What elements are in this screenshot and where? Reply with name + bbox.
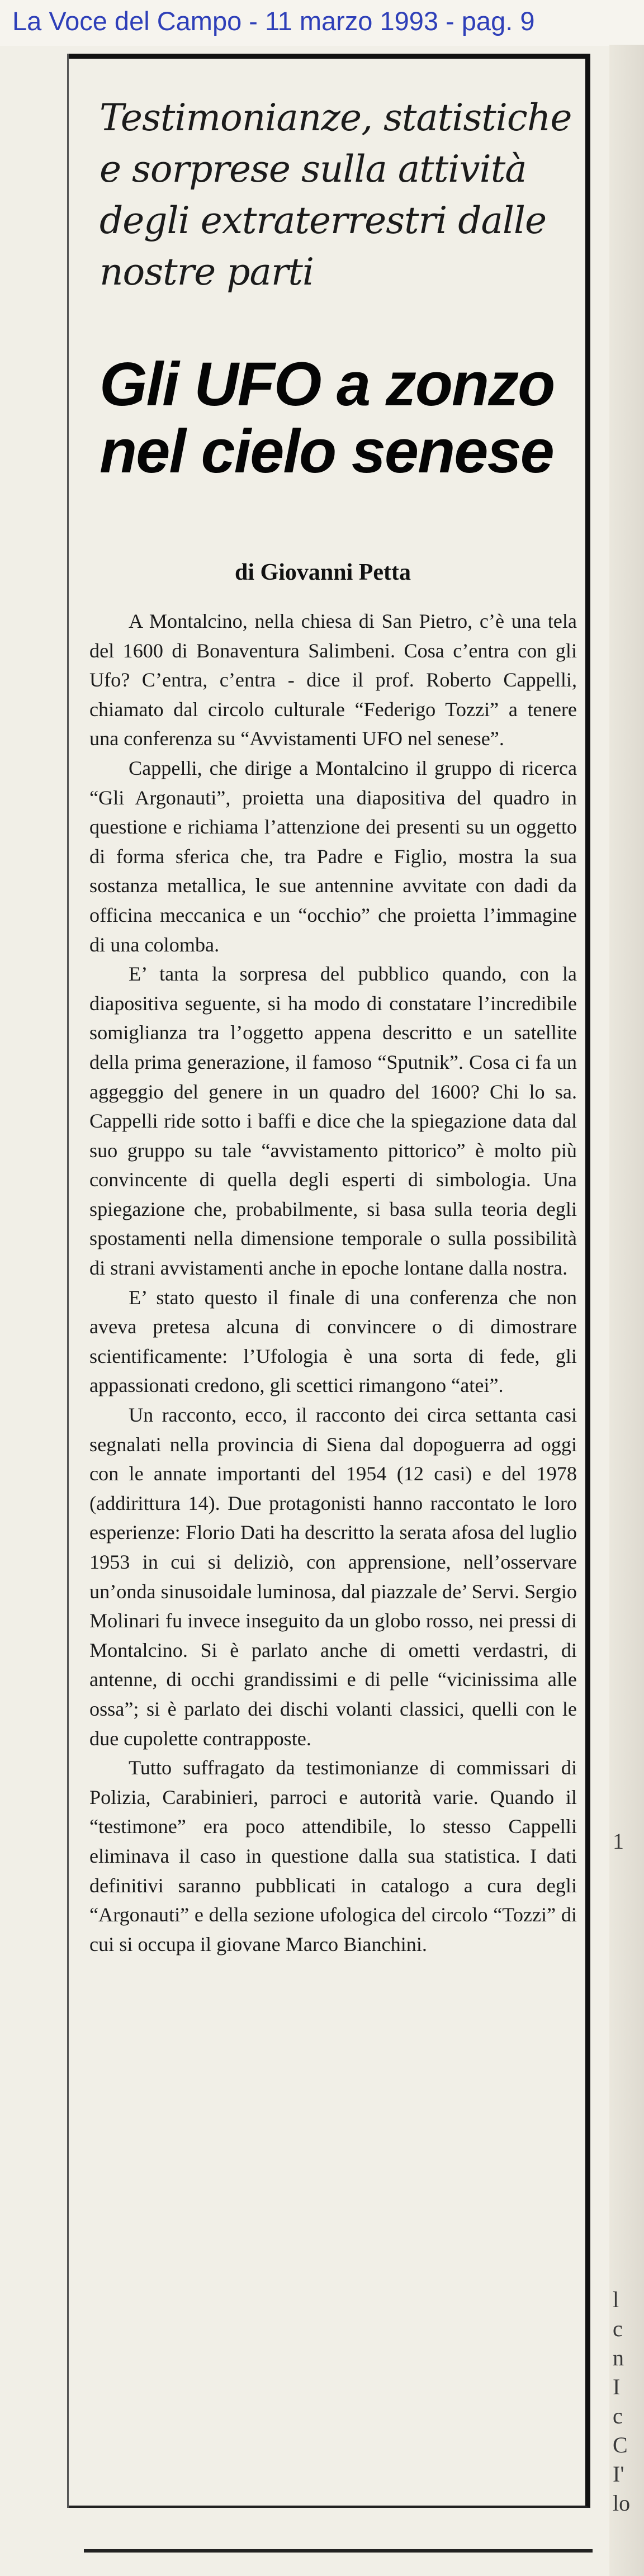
article-body xyxy=(89,607,577,1959)
article-paragraph: Cappelli, che dirige a Montalcino il gruppo di ricerca “Gli Argonauti”, proietta una diapositiva del quadro in questione e richiama l’attenzione dei presenti su un oggetto di forma sferica che, tra Padre e Figlio, mostra la sua sostanza metallica, le sue antennine avvitate con dadi da officina meccanica e un “occhio” che proietta l’immagine di una colomba. xyxy=(89,756,577,956)
adjacent-text-fragment: c xyxy=(613,2403,623,2428)
article-paragraph: Tutto suffragato da testimonianze di commissari di Polizia, Carabinieri, parroci e autorità varie. Quando il “testimone” era poco attendibile, lo stesso Cappelli eliminava il caso in questione dalla sua statistica. I dati definitivi saranno pubblicati in catalogo a cura degli “Argonauti” e della sezione ufologica del circolo “Tozzi” di cui si occupa il giovane Marco Bianchini. xyxy=(89,1756,577,1955)
adjacent-text-fragment: I' xyxy=(613,2461,624,2487)
article-frame-left-edge xyxy=(67,54,69,2508)
adjacent-text-fragment: n xyxy=(613,2345,624,2370)
publication-line: La Voce del Campo - 11 marzo 1993 - pag. 9 xyxy=(12,6,535,36)
article-paragraph: Un racconto, ecco, il racconto dei circa settanta casi segnalati nella provincia di Siena dal dopoguerra ad oggi con le annate importanti del 1954 (12 casi) e del 1978 (addirittura 14). Due protagonisti hanno raccontato le loro esperienze: Florio Dati ha descritto la serata afosa del luglio 1953 in cui si deliziò, con apprensione, nell’osservare un’onda sinusoidale luminosa, dal piazzale de’ Servi. Sergio Molinari fu invece inseguito da un globo rosso, nei pressi di Montalcino. Si è parlato anche di ometti verdastri, di antenne, di occhi grandissimi e di pelle “vicinissima alle ossa”; si è parlato dei dischi volanti classici, quelli con le due cupolette contrapposte. xyxy=(89,1404,577,1750)
adjacent-text-fragment: 1 xyxy=(613,1829,624,1854)
adjacent-page-edge xyxy=(609,45,644,2576)
newspaper-header xyxy=(0,0,644,46)
article-paragraph: E’ stato questo il finale di una conferenza che non aveva pretesa alcuna di convincere o di dimostrare scientificamente: l’Ufologia è una sorta di fede, gli appassionati credono, gli scettici rimangono “atei”. xyxy=(89,1286,577,1397)
article-paragraph: A Montalcino, nella chiesa di San Pietro, c’è una tela del 1600 di Bonaventura Salimbeni. Cosa c’entra con gli Ufo? C’entra, c’entra - dice il prof. Roberto Cappelli, chiamato dal circolo culturale “Federigo Tozzi” a tenere una conferenza su “Avvistamenti UFO nel senese”. xyxy=(89,610,577,750)
article-title: Gli UFO a zonzo nel cielo senese xyxy=(100,350,555,486)
bottom-rule xyxy=(84,2549,593,2553)
adjacent-text-fragment: lo xyxy=(613,2490,631,2516)
article-paragraph: E’ tanta la sorpresa del pubblico quando, con la diapositiva seguente, si ha modo di constatare l’incredibile somiglianza tra l’oggetto appena descritto e un satellite della prima generazione, il famoso “Sputnik”. Cosa ci fa un aggeggio del genere in un quadro del 1600? Chi lo sa. Cappelli ride sotto i baffi e dice che la spiegazione data dal suo gruppo su tale “avvistamento pittorico” è molto più convincente di quella degli esperti di simbologia. Una spiegazione che, probabilmente, si basa sulla teoria degli spostamenti nella dimensione temporale o sulla possibilità di strani avvistamenti anche in epoche lontane dalla nostra. xyxy=(89,963,577,1280)
adjacent-text-fragment: l xyxy=(613,2287,619,2312)
adjacent-text-fragment: c xyxy=(613,2316,623,2341)
article-subhead: Testimonianze, statistiche e sorprese sulla attività degli extraterrestri dalle nostre parti xyxy=(100,96,572,293)
article-byline: di Giovanni Petta xyxy=(235,560,411,585)
adjacent-text-fragment: C xyxy=(613,2432,628,2457)
adjacent-text-fragment: I xyxy=(613,2374,621,2399)
